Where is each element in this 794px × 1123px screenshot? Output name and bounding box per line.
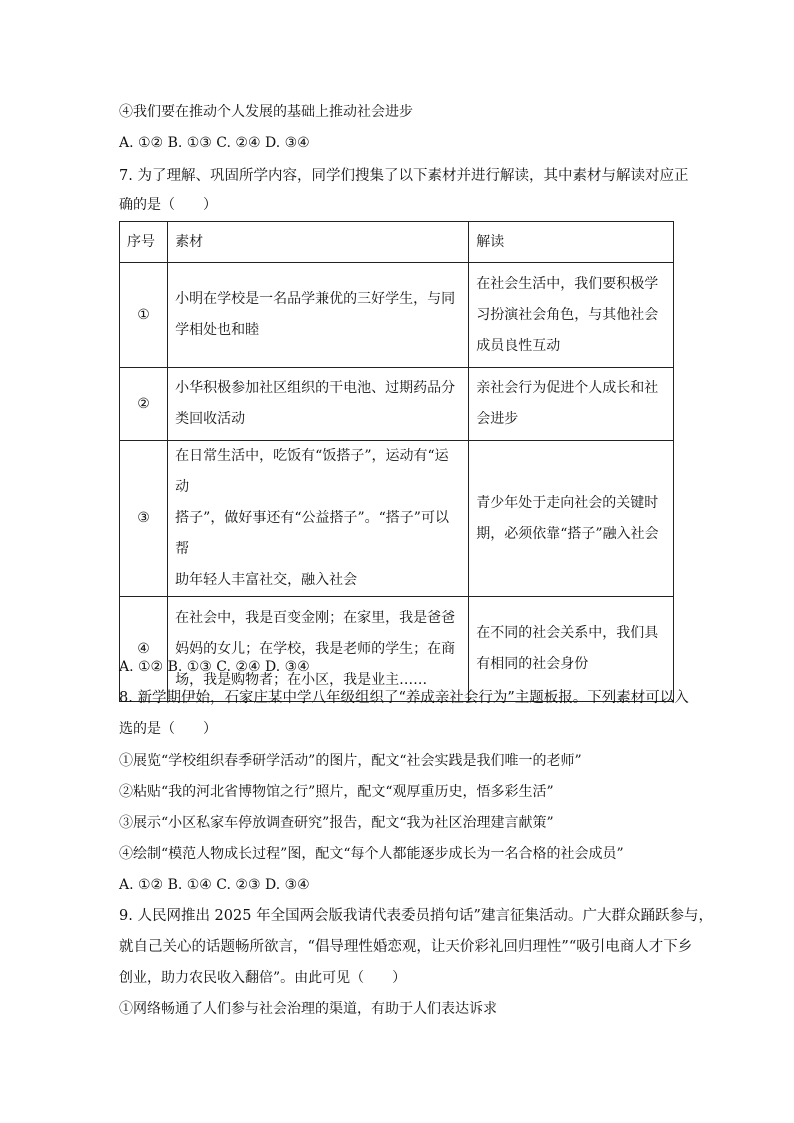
table-row	[120, 263, 674, 368]
material-line: 在社会中，我是百变金刚；在家里，我是爸爸	[175, 609, 456, 626]
q8-option-2: ②粘贴“我的河北省博物馆之行”照片，配文“观厚重历史，悟多彩生活”	[119, 784, 554, 800]
row-num: ②	[120, 368, 168, 441]
header-num: 序号	[120, 222, 168, 263]
table-row	[120, 368, 674, 441]
q9-stem-line-3: 创业，助力农民收入翻倍”。由此可见（ ）	[119, 970, 407, 986]
q8-stem-line-2: 选的是（ ）	[119, 721, 217, 737]
q8-option-4: ④绘制“模范人物成长过程”图，配文“每个人都能逐步成长为一名合格的社会成员”	[119, 846, 624, 862]
material-line: 学相处也和睦	[175, 322, 260, 338]
q7-stem-line-2: 确的是（ ）	[119, 197, 217, 213]
header-interpretation: 解读	[469, 222, 674, 263]
q9-stem-line-2: 就自己关心的话题畅所欲言，“倡导理性婚恋观，让天价彩礼回归理性”“吸引电商人才下乡	[119, 939, 693, 955]
row-material	[168, 441, 469, 597]
q6-option-4: ④我们要在推动个人发展的基础上推动社会进步	[119, 104, 413, 120]
table-row	[120, 597, 674, 702]
material-line: 搭子”，做好事还有“公益搭子”。“搭子”可以帮	[175, 510, 449, 557]
q8-option-1: ①展览“学校组织春季研学活动”的图片，配文“社会实践是我们唯一的老师”	[119, 753, 582, 769]
material-line: 在日常生活中，吃饭有“饭搭子”，运动有“运动	[175, 448, 449, 495]
row-num: ①	[120, 263, 168, 368]
material-line: 助年轻人丰富社交，融入社会	[175, 572, 358, 588]
interpretation-line: 在不同的社会关系中，我们具	[476, 625, 659, 641]
row-interpretation	[469, 368, 674, 441]
interpretation-line: 成员良性互动	[476, 337, 561, 354]
row-num: ③	[120, 441, 168, 597]
material-line: 小华积极参加社区组织的干电池、过期药品分	[175, 380, 456, 396]
row-interpretation	[469, 441, 674, 597]
q8-stem-line-1: 8. 新学期伊始，石家庄某中学八年级组织了“养成亲社会行为”主题板报。下列素材可以入	[119, 690, 689, 706]
row-interpretation	[469, 263, 674, 368]
interpretation-line: 青少年处于走向社会的关键时	[476, 494, 659, 511]
row-material	[168, 597, 469, 702]
q9-option-1: ①网络畅通了人们参与社会治理的渠道，有助于人们表达诉求	[119, 1001, 497, 1017]
row-interpretation	[469, 597, 674, 702]
row-material	[168, 263, 469, 368]
interpretation-line: 会进步	[476, 411, 519, 427]
interpretation-line: 有相同的社会身份	[476, 656, 589, 672]
q8-answer-choices: A. ①② B. ①④ C. ②③ D. ③④	[119, 877, 310, 893]
q6-answer-choices: A. ①② B. ①③ C. ②④ D. ③④	[119, 135, 310, 151]
material-line: 场，我是购物者；在小区，我是业主……	[175, 671, 428, 688]
q8-option-3: ③展示“小区私家车停放调查研究”报告，配文“我为社区治理建言献策”	[119, 815, 554, 831]
material-line: 小明在学校是一名品学兼优的三好学生，与同	[175, 291, 456, 307]
table-header-row	[120, 222, 674, 263]
material-line: 类回收活动	[175, 411, 246, 427]
interpretation-line: 亲社会行为促进个人成长和社	[476, 380, 659, 396]
row-num: ④	[120, 597, 168, 702]
q7-answer-choices: A. ①② B. ①③ C. ②④ D. ③④	[119, 659, 310, 675]
table-row	[120, 441, 674, 597]
interpretation-line: 期，必须依靠“搭子”融入社会	[476, 525, 659, 542]
interpretation-line: 习扮演社会角色，与其他社会	[476, 306, 659, 323]
q7-stem-line-1: 7. 为了理解、巩固所学内容，同学们搜集了以下素材并进行解读，其中素材与解读对应正	[119, 168, 689, 184]
header-material: 素材	[168, 222, 469, 263]
q7-material-table	[119, 221, 674, 702]
q9-stem-line-1: 9. 人民网推出 2025 年全国两会版我请代表委员捎句话”建言征集活动。广大群众踊跃参与，	[119, 908, 713, 924]
interpretation-line: 在社会生活中，我们要积极学	[476, 275, 659, 292]
material-line: 妈妈的女儿；在学校，我是老师的学生；在商	[175, 640, 456, 657]
row-material	[168, 368, 469, 441]
